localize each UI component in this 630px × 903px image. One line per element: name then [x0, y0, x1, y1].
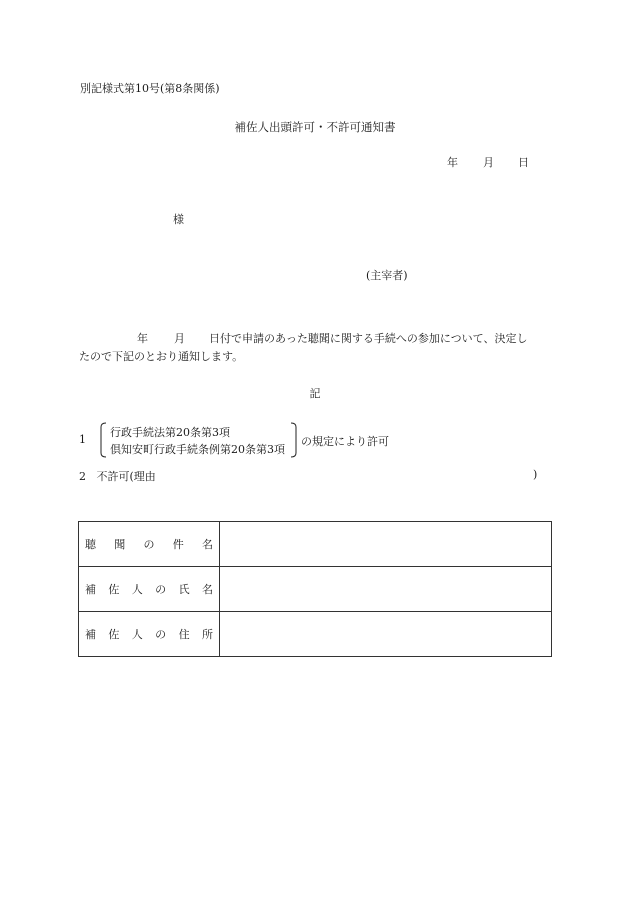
sender-label: (主宰者) [366, 269, 408, 282]
hearing-case-name-label-cell [79, 522, 220, 567]
left-bracket-icon [98, 422, 107, 458]
item2-label: 不許可(理由 [96, 470, 156, 483]
date-month-label: 月 [483, 156, 494, 169]
label-char: の [155, 583, 167, 596]
label-char: 件 [172, 538, 184, 551]
label-char: 佐 [108, 583, 120, 596]
label-char: の [143, 538, 155, 551]
body-text-line1: 日付で申請のあった聴聞に関する手続への参加について、決定し [209, 332, 528, 345]
assistant-address-label [85, 626, 213, 642]
assistant-name-label [85, 581, 213, 597]
label-char: 聞 [114, 538, 126, 551]
table-row [79, 522, 552, 567]
assistant-name-label-cell [79, 567, 220, 612]
date-year-label: 年 [447, 156, 458, 169]
body-month-label: 月 [174, 332, 185, 345]
table-row [79, 567, 552, 612]
assistant-address-label-cell [79, 612, 220, 657]
item2-close-paren: ) [533, 468, 538, 481]
label-char: 人 [131, 628, 143, 641]
body-year-label: 年 [137, 332, 148, 345]
label-char: 名 [202, 538, 213, 551]
label-char: 住 [178, 628, 190, 641]
assistant-name-value-cell[interactable] [220, 567, 552, 612]
assistant-address-value-cell[interactable] [220, 612, 552, 657]
item2-number: 2 [79, 470, 86, 483]
body-text-line2: たので下記のとおり通知します。 [79, 350, 244, 363]
table-row [79, 612, 552, 657]
law-option-2: 倶知安町行政手続条例第20条第3項 [110, 443, 285, 456]
label-char: 名 [201, 583, 213, 596]
hearing-case-name-label [85, 536, 213, 552]
info-table [78, 521, 552, 657]
form-number: 別記様式第10号(第8条関係) [80, 82, 220, 95]
label-char: 人 [131, 583, 143, 596]
label-char: 聴 [85, 538, 96, 551]
label-char: 佐 [108, 628, 120, 641]
document-title: 補佐人出頭許可・不許可通知書 [234, 120, 396, 134]
recipient-honorific: 様 [173, 213, 184, 226]
date-day-label: 日 [518, 156, 529, 169]
ki-heading: 記 [309, 387, 321, 400]
label-char: 氏 [178, 583, 190, 596]
label-char: 補 [85, 628, 96, 641]
law-option-1: 行政手続法第20条第3項 [110, 426, 230, 439]
label-char: 補 [85, 583, 96, 596]
right-bracket-icon [290, 422, 299, 458]
label-char: の [155, 628, 167, 641]
item1-number: 1 [79, 433, 86, 446]
label-char: 所 [201, 628, 213, 641]
item1-suffix: の規定により許可 [301, 435, 389, 448]
item2-text [79, 468, 156, 484]
hearing-case-name-value-cell[interactable] [220, 522, 552, 567]
